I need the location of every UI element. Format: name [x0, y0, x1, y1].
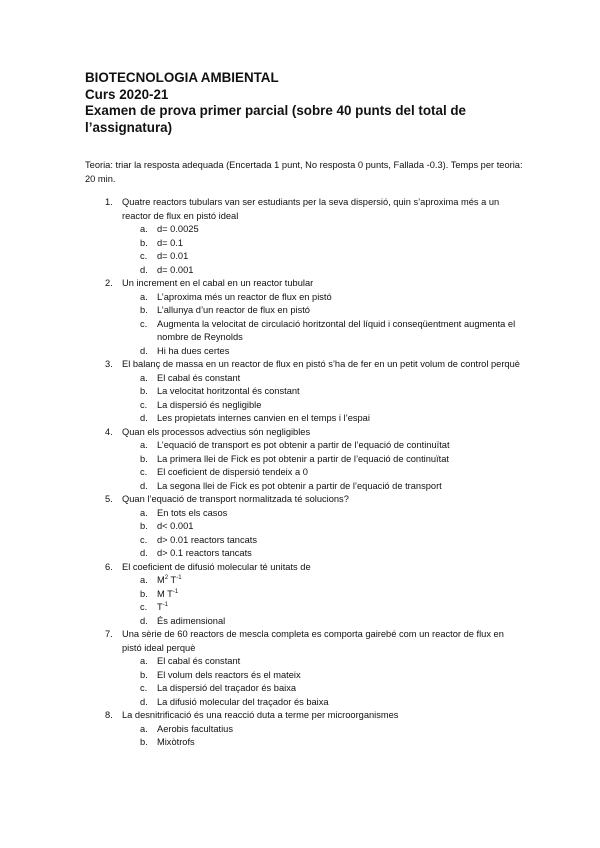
superscript: 2 [164, 575, 169, 581]
option-text: Hi ha dues certes [157, 345, 230, 356]
option-text: d= 0.0025 [157, 224, 199, 234]
option-letter: d. [140, 264, 148, 275]
option-text: L’allunya d’un reactor de flux en pistó [157, 305, 310, 315]
option-text: La dispersió del traçador és baixa [157, 683, 297, 693]
option-letter: d. [140, 413, 148, 423]
option-text: d= 0.1 [157, 237, 184, 248]
option-text: El volum dels reactors és el mateix [157, 669, 301, 680]
option-list [85, 291, 525, 359]
question-3 [85, 358, 525, 372]
question-number: 8. [105, 710, 113, 720]
question-4 [85, 426, 525, 440]
option-text: M [157, 575, 165, 585]
question-number: 6. [105, 561, 113, 572]
option-c [85, 534, 525, 548]
option-text: L’equació de transport es pot obtenir a partir de l’equació de continuïtat [157, 440, 450, 450]
question-2 [85, 277, 525, 291]
option-list [85, 439, 525, 493]
option-a [85, 723, 525, 737]
option-letter: a. [140, 723, 148, 734]
option-text: d< 0.001 [157, 521, 194, 531]
option-list [85, 507, 525, 561]
option-d [85, 264, 525, 278]
question-number: 2. [105, 278, 113, 288]
question-number: 7. [105, 629, 113, 639]
option-letter: a. [140, 291, 148, 302]
course-year: Curs 2020-21 [85, 86, 169, 102]
option-text: Aerobis facultatius [157, 723, 233, 734]
option-text: La velocitat horitzontal és constant [157, 386, 300, 396]
question-text: El balanç de massa en un reactor de flux en pistó s’ha de fer en un petit volum de control perquè [122, 359, 520, 369]
option-d [85, 547, 525, 561]
option-letter: a. [140, 656, 148, 666]
option-text: El cabal és constant [157, 372, 241, 383]
option-letter: b. [140, 737, 148, 747]
option-text: En tots els casos [157, 507, 228, 518]
option-text: La dispersió és negligible [157, 399, 262, 410]
option-text: d> 0.01 reactors tancats [157, 534, 258, 545]
option-d [85, 696, 525, 710]
option-text: La segona llei de Fick es pot obtenir a partir de l’equació de transport [157, 480, 442, 491]
option-letter: d. [140, 696, 148, 707]
option-text: El cabal és constant [157, 656, 241, 666]
option-text: Les propietats internes canvien en el temps i l’espai [157, 413, 370, 423]
option-list [85, 223, 525, 277]
option-letter: b. [140, 305, 148, 315]
question-text: La desnitrificació és una reacció duta a terme per microorganismes [122, 710, 399, 720]
question-text: Una sèrie de 60 reactors de mescla completa es comporta gairebé com un reactor de flux en pistó ideal perquè [122, 629, 504, 653]
exam-title: Examen de prova primer parcial (sobre 40 punts del total de l’assignatura) [85, 103, 467, 135]
option-text: T [168, 575, 177, 585]
option-letter: d. [140, 548, 148, 558]
option-text: Augmenta la velocitat de circulació horitzontal del líquid i conseqüentment augmenta el nombre de Reynolds [157, 318, 516, 342]
option-letter: c. [140, 399, 148, 410]
option-text: La difusió molecular del traçador és baixa [157, 696, 329, 707]
option-a [85, 223, 525, 237]
option-letter: c. [140, 602, 148, 612]
option-letter: b. [140, 669, 148, 680]
question-list [85, 196, 525, 750]
option-d [85, 412, 525, 426]
option-letter: a. [140, 575, 148, 585]
option-a [85, 655, 525, 669]
option-list [85, 723, 525, 750]
option-letter: a. [140, 507, 148, 518]
option-letter: c. [140, 467, 148, 477]
option-text: T [157, 602, 163, 612]
option-d [85, 615, 525, 629]
option-letter: a. [140, 440, 148, 450]
question-number: 4. [105, 426, 113, 437]
option-list [85, 574, 525, 628]
instructions: Teoria: triar la resposta adequada (Encertada 1 punt, No resposta 0 punts, Fallada -0.3). Temps per teoria: 20 min. [85, 160, 523, 184]
question-text: Quan l’equació de transport normalitzada té solucions? [122, 494, 349, 504]
option-b [85, 304, 525, 318]
option-a [85, 291, 525, 305]
option-a [85, 372, 525, 386]
question-text: Quatre reactors tubulars van ser estudiants per la seva dispersió, quin s’aproxima més a un reactor de flux en pistó ideal [122, 197, 500, 221]
option-letter: b. [140, 386, 148, 396]
option-a [85, 574, 525, 588]
question-5 [85, 493, 525, 507]
option-d [85, 345, 525, 359]
question-6 [85, 561, 525, 575]
option-b [85, 520, 525, 534]
option-text: El coeficient de dispersió tendeix a 0 [157, 467, 308, 477]
option-a [85, 439, 525, 453]
question-7 [85, 628, 525, 655]
option-letter: a. [140, 224, 148, 234]
option-letter: b. [140, 237, 148, 248]
option-text: Mixòtrofs [157, 737, 195, 747]
option-letter: d. [140, 480, 148, 491]
superscript: -1 [176, 575, 182, 581]
superscript: -1 [162, 602, 169, 608]
question-number: 1. [105, 197, 113, 207]
course-title: BIOTECNOLOGIA AMBIENTAL [85, 70, 279, 85]
option-c [85, 682, 525, 696]
option-c [85, 601, 525, 615]
option-d [85, 480, 525, 494]
option-letter: b. [140, 453, 148, 464]
option-letter: b. [140, 521, 148, 531]
option-c [85, 318, 525, 345]
option-b [85, 588, 525, 602]
option-text: L’aproxima més un reactor de flux en pistó [157, 291, 332, 302]
option-text: La primera llei de Fick es pot obtenir a partir de l’equació de continuïtat [157, 453, 449, 464]
option-letter: c. [140, 683, 148, 693]
document-header [85, 70, 515, 136]
option-letter: b. [140, 588, 148, 599]
option-list [85, 372, 525, 426]
question-8 [85, 709, 525, 723]
option-letter: d. [140, 345, 148, 356]
question-1 [85, 196, 525, 223]
question-text: Quan els processos advectius són negligibles [122, 426, 311, 437]
option-c [85, 250, 525, 264]
option-c [85, 399, 525, 413]
option-letter: a. [140, 372, 148, 383]
option-b [85, 237, 525, 251]
question-number: 5. [105, 494, 113, 504]
option-a [85, 507, 525, 521]
option-letter: c. [140, 318, 148, 329]
option-b [85, 736, 525, 750]
option-b [85, 385, 525, 399]
option-text: És adimensional [157, 615, 226, 626]
option-b [85, 669, 525, 683]
question-number: 3. [105, 359, 113, 369]
superscript: -1 [172, 588, 179, 595]
question-text: El coeficient de difusió molecular té unitats de [122, 561, 311, 572]
option-text: d= 0.001 [157, 264, 194, 275]
option-text: M T [157, 588, 173, 599]
option-letter: c. [140, 251, 148, 261]
option-text: d= 0.01 [157, 251, 189, 261]
question-text: Un increment en el cabal en un reactor tubular [122, 278, 314, 288]
option-letter: d. [140, 615, 148, 626]
option-text: d> 0.1 reactors tancats [157, 548, 252, 558]
option-list [85, 655, 525, 709]
option-b [85, 453, 525, 467]
option-letter: c. [140, 534, 148, 545]
option-c [85, 466, 525, 480]
